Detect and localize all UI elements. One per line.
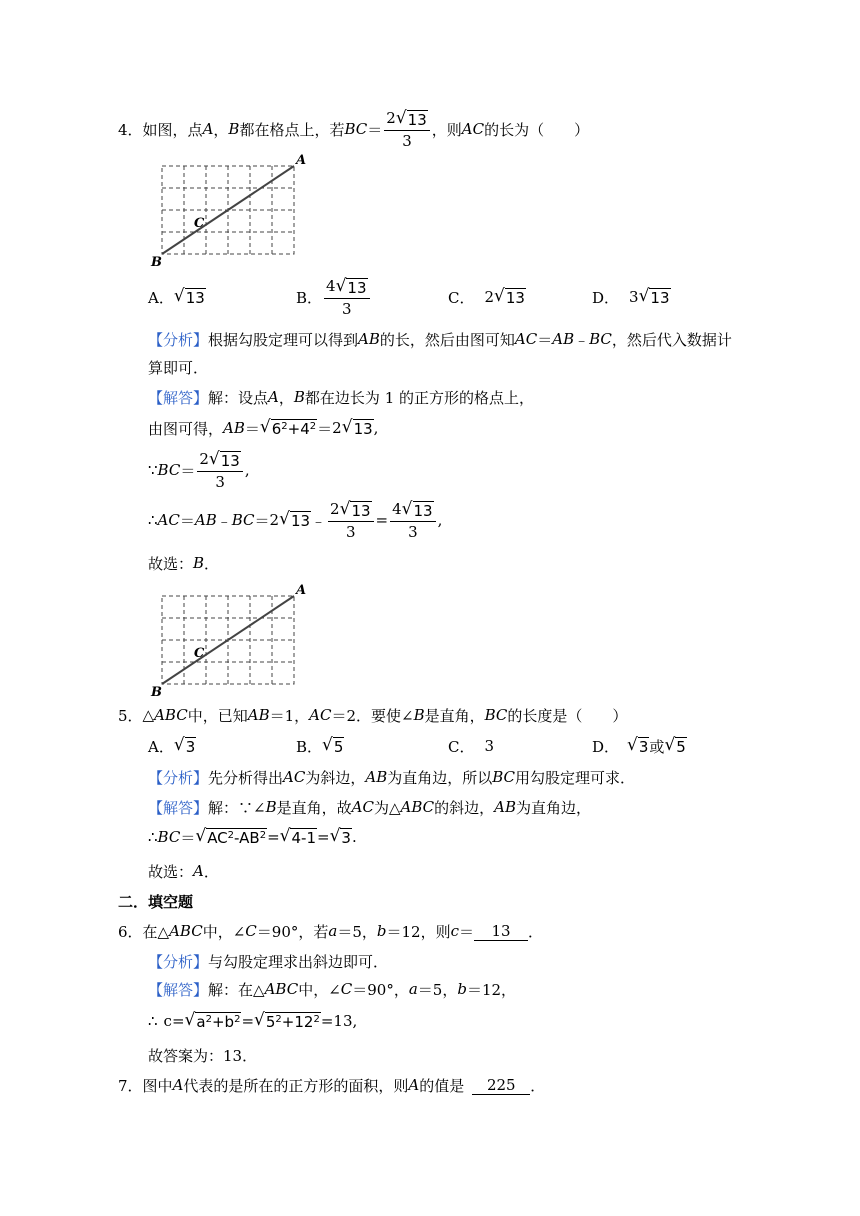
- q4-number: 4．: [118, 120, 143, 139]
- q4-solution-2: 由图可得， AB ＝ √ $6^2+4^2$ ＝ 2 √ 13 ,: [148, 417, 379, 438]
- section-title: 二．填空题: [118, 892, 194, 911]
- answer-blank: 13: [474, 922, 528, 941]
- q4-solution-3: ∵ BC ＝ 2 √ 13 3 ,: [148, 448, 250, 491]
- q4-option-a: A． √ 13: [148, 286, 205, 307]
- q4-analysis: 【分析】 根据勾股定理可以得到 AB 的长，然后由图可知 AC ＝ AB ﹣ BC ，然后代入数据计: [148, 330, 732, 349]
- q5-option-c: C． 3: [448, 737, 495, 756]
- q7-number: 7．: [118, 1076, 143, 1095]
- q5-stem: 5． △ ABC 中，已知 AB ＝1， AC ＝2．要使∠ B 是直角， BC 的长度是（ ）: [118, 706, 628, 725]
- q5-analysis: 【分析】 先分析得出 AC 为斜边， AB 为直角边，所以 BC 用勾股定理可求．: [148, 768, 636, 787]
- label-c: C: [194, 646, 205, 661]
- q4-option-d: D． 3 √ 13: [592, 286, 670, 307]
- sqrt: √ 13: [395, 107, 427, 129]
- q4-answer: 故选： B ．: [148, 554, 220, 573]
- q6-number: 6．: [118, 922, 143, 941]
- grid-figure-1: [148, 150, 314, 268]
- q4-analysis-cont: 算即可．: [148, 358, 209, 377]
- label-a: A: [296, 583, 307, 598]
- q7-stem: 7． 图中 A 代表的是所在的正方形的面积，则 A 的值是 225 ．: [118, 1075, 546, 1095]
- label-c: C: [194, 216, 205, 231]
- label-b: B: [151, 255, 162, 268]
- label-a: A: [296, 153, 307, 168]
- q5-option-d: D． √ 3 或 √ 5: [592, 735, 686, 756]
- q6-solution-2: ∴ c = √ $a^2+b^2$ = √ $5^2+12^2$ = 13 ,: [148, 1010, 358, 1031]
- q6-analysis: 【分析】 与勾股定理求出斜边即可．: [148, 952, 389, 971]
- q5-solution-1: 【解答】 解：∵∠ B 是直角，故 AC 为△ ABC 的斜边， AB 为直角边，: [148, 798, 592, 817]
- q4-solution-1: 【解答】 解：设点 A ， B 都在边长为 1 的正方形的格点上，: [148, 388, 535, 407]
- q5-option-a: A． √ 3: [148, 735, 196, 756]
- grid-figure-2: [148, 580, 314, 698]
- fraction: 2 √ 13 3: [384, 108, 429, 151]
- q5-answer: 故选： A ．: [148, 862, 219, 881]
- label-b: B: [151, 685, 162, 698]
- answer-blank: 225: [472, 1076, 530, 1095]
- q6-answer: 故答案为：13．: [148, 1046, 258, 1065]
- q4-option-b: B． 4 √ 13 3: [296, 276, 372, 318]
- q5-number: 5．: [118, 706, 143, 725]
- q6-solution-1: 【解答】 解：在△ ABC 中，∠ C ＝90°， a ＝5， b ＝12，: [148, 980, 517, 999]
- q6-stem: 6． 在△ ABC 中，∠ C ＝90°，若 a ＝5， b ＝12，则 c ＝ 13 ．: [118, 921, 544, 941]
- q4-stem: 4． 如图，点 A ， B 都在格点上，若 BC ＝ 2 √ 13 3 ，则 AC 的长为（ ）: [118, 107, 590, 150]
- q5-solution-2: ∴ BC ＝ √ $AC^2-AB^2$ = √ 4-1 = √ 3 .: [148, 826, 357, 847]
- q4-solution-4: ∴ AC ＝ AB ﹣ BC ＝ 2 √ 13 ﹣ 2 √ 13 3 = 4 √ 13 3 ,: [148, 498, 443, 541]
- q4-option-c: C． 2 √ 13: [448, 286, 525, 307]
- q5-option-b: B． √ 5: [296, 735, 344, 756]
